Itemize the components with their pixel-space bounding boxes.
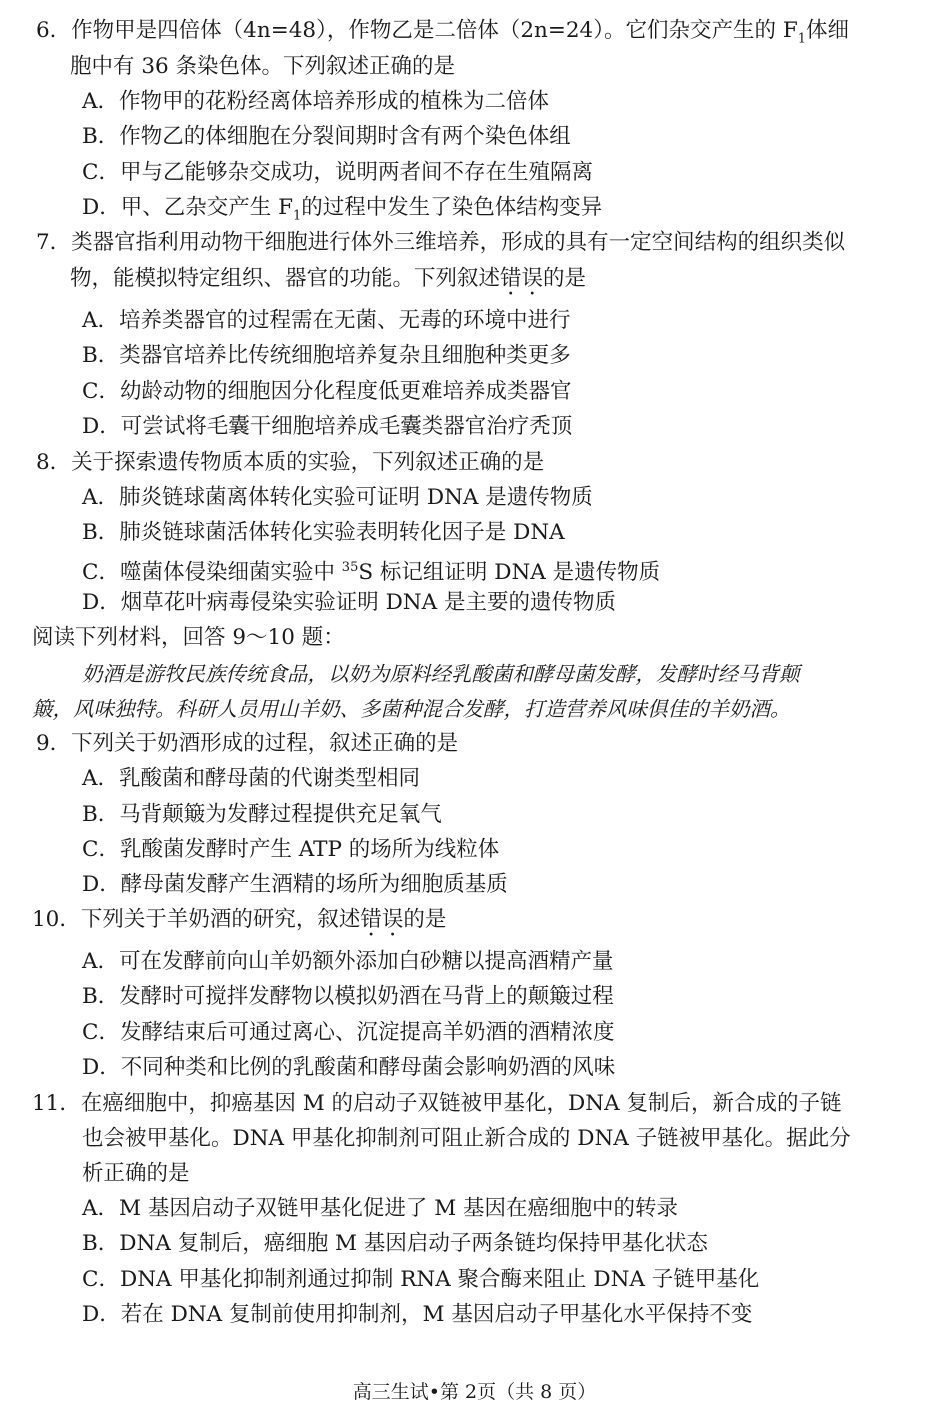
q7-option-d: D．可尝试将毛囊干细胞培养成毛囊类器官治疗秃顶 [82, 414, 573, 439]
q7-stem-line2: 物，能模拟特定组织、器官的功能。下列叙述错误的是 [70, 266, 587, 291]
q6-option-d: D．甲、乙杂交产生 $F_1$的过程中发生了染色体结构变异 [82, 195, 603, 224]
q10-option-b: B．发酵时可搅拌发酵物以模拟奶酒在马背上的颠簸过程 [82, 984, 614, 1009]
q11-option-c: C．DNA 甲基化抑制剂通过抑制 RNA 聚合酶来阻止 DNA 子链甲基化 [82, 1267, 760, 1292]
q7-stem-line1: 7．类器官指利用动物干细胞进行体外三维培养，形成的具有一定空间结构的组织类似 [36, 230, 846, 255]
q8-option-b: B．肺炎链球菌活体转化实验表明转化因子是 DNA [82, 520, 565, 545]
q9-option-c: C．乳酸菌发酵时产生 ATP 的场所为线粒体 [82, 837, 500, 862]
q11-stem-line3: 析正确的是 [82, 1161, 190, 1186]
q7-option-b: B．类器官培养比传统细胞培养复杂且细胞种类更多 [82, 343, 571, 368]
q6-stem-line2: 胞中有 36 条染色体。下列叙述正确的是 [70, 54, 456, 79]
reading-material-line2: 簸，风味独特。科研人员用山羊奶、多菌种混合发酵，打造营养风味俱佳的羊奶酒。 [32, 697, 791, 721]
q6-option-c: C．甲与乙能够杂交成功，说明两者间不存在生殖隔离 [82, 160, 593, 185]
q9-stem: 9．下列关于奶酒形成的过程，叙述正确的是 [36, 731, 459, 756]
q6-option-b: B．作物乙的体细胞在分裂间期时含有两个染色体组 [82, 124, 571, 149]
q9-option-d: D．酵母菌发酵产生酒精的场所为细胞质基质 [82, 872, 508, 897]
q11-option-d: D．若在 DNA 复制前使用抑制剂，M 基因启动子甲基化水平保持不变 [82, 1302, 753, 1327]
q11-stem-line1: 11．在癌细胞中，抑癌基因 M 的启动子双链被甲基化，DNA 复制后，新合成的子链 [32, 1091, 842, 1116]
q8-option-c: C．噬菌体侵染细菌实验中 $^{35}$S 标记组证明 DNA 是遗传物质 [82, 560, 661, 586]
q10-option-a: A．可在发酵前向山羊奶额外添加白砂糖以提高酒精产量 [82, 949, 614, 974]
q6-stem-line1: 6．作物甲是四倍体（4n=48），作物乙是二倍体（2n=24）。它们杂交产生的 $F_1$体细 [36, 18, 850, 47]
q9-option-b: B．马背颠簸为发酵过程提供充足氧气 [82, 802, 442, 827]
page-footer: 高三生试•第 2页（共 8 页） [352, 1381, 597, 1403]
q6-option-a: A．作物甲的花粉经离体培养形成的植株为二倍体 [82, 89, 550, 114]
q10-option-d: D．不同种类和比例的乳酸菌和酵母菌会影响奶酒的风味 [82, 1055, 616, 1080]
emphasis-dot-char: 错 [360, 907, 382, 932]
emphasis-dot-char: 错 [500, 266, 522, 291]
q7-option-c: C．幼龄动物的细胞因分化程度低更难培养成类器官 [82, 379, 572, 404]
q8-option-a: A．肺炎链球菌离体转化实验可证明 DNA 是遗传物质 [82, 485, 593, 510]
q9-option-a: A．乳酸菌和酵母菌的代谢类型相同 [82, 766, 421, 791]
q10-option-c: C．发酵结束后可通过离心、沉淀提高羊奶酒的酒精浓度 [82, 1020, 615, 1045]
q11-stem-line2: 也会被甲基化。DNA 甲基化抑制剂可阻止新合成的 DNA 子链被甲基化。据此分 [82, 1126, 851, 1151]
q11-option-b: B．DNA 复制后，癌细胞 M 基因启动子两条链均保持甲基化状态 [82, 1231, 708, 1256]
q10-stem: 10．下列关于羊奶酒的研究，叙述错误的是 [32, 907, 447, 932]
emphasis-dot-char: 误 [381, 907, 404, 932]
emphasis-dot-char: 误 [521, 266, 544, 291]
q7-option-a: A．培养类器官的过程需在无菌、无毒的环境中进行 [82, 308, 571, 333]
q8-option-d: D．烟草花叶病毒侵染实验证明 DNA 是主要的遗传物质 [82, 590, 616, 615]
q8-stem: 8．关于探索遗传物质本质的实验，下列叙述正确的是 [36, 450, 545, 475]
reading-intro: 阅读下列材料，回答 9～10 题： [32, 625, 345, 650]
q11-option-a: A．M 基因启动子双链甲基化促进了 M 基因在癌细胞中的转录 [82, 1196, 679, 1221]
reading-material-line1: 奶酒是游牧民族传统食品，以奶为原料经乳酸菌和酵母菌发酵，发酵时经马背颠 [82, 662, 800, 686]
